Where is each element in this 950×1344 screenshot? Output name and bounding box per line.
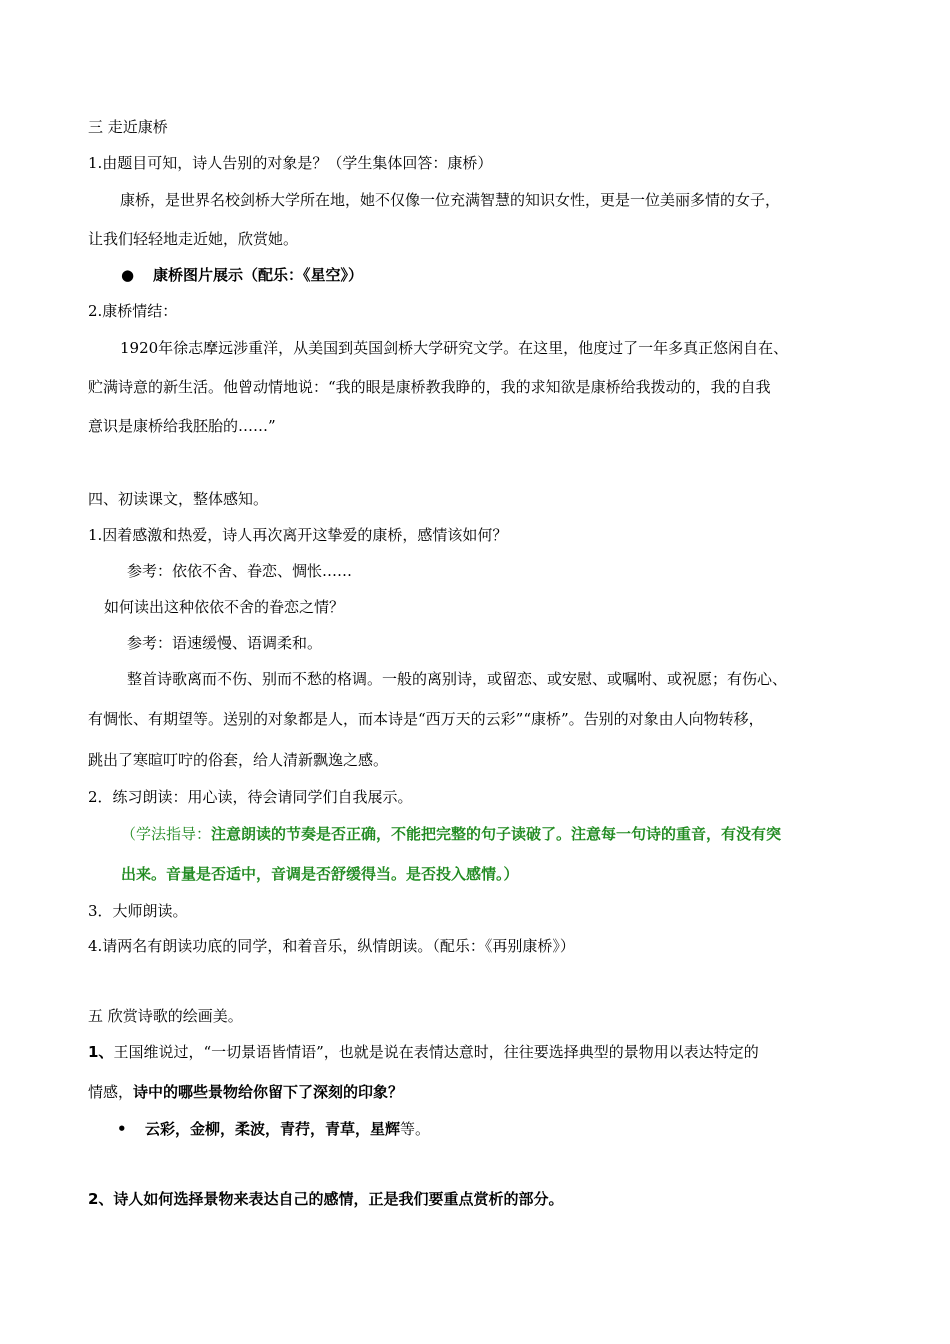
bullet-icon: • [117, 1120, 127, 1138]
bullet-icon: ● [121, 266, 135, 284]
question: 如何读出这种依依不舍的眷恋之情？ [104, 598, 345, 616]
bullet-item [145, 1119, 430, 1139]
reference-answer: 参考：依依不舍、眷恋、惆怅…… [127, 562, 353, 580]
paragraph-line: 1920年徐志摩远涉重洋，从美国到英国剑桥大学研究文学。在这里，他度过了一年多真正悠闲自在、 [120, 339, 789, 357]
section-heading-3: 三 走近康桥 [88, 118, 168, 136]
question-1: 1.由题目可知，诗人告别的对象是？（学生集体回答：康桥） [88, 154, 493, 172]
paragraph-line: 让我们轻轻地走近她，欣赏她。 [88, 230, 299, 248]
method-guide-text: 注意朗读的节奏是否正确，不能把完整的句子读破了。注意每一句诗的重音，有没有突 [211, 825, 782, 843]
question-number: 1、 [88, 1043, 114, 1061]
paragraph-line: 整首诗歌离而不伤、别而不愁的格调。一般的离别诗，或留恋、或安慰、或嘱咐、或祝愿；有伤心、 [127, 670, 788, 688]
method-guide-line [121, 824, 781, 844]
question-1-line [88, 1042, 759, 1062]
reference-answer: 参考：语速缓慢、语调柔和。 [127, 634, 323, 652]
question-text: 王国维说过，“一切景语皆情语”，也就是说在表情达意时，往往要选择典型的景物用以表达特定的 [113, 1043, 759, 1061]
question-2: 2．练习朗读：用心读，待会请同学们自我展示。 [88, 788, 413, 806]
scenery-list-suffix: 等。 [400, 1120, 431, 1138]
paragraph-line: 意识是康桥给我胚胎的……” [88, 417, 276, 435]
scenery-list: 云彩，金柳，柔波，青荇，青草，星辉 [145, 1120, 401, 1138]
question-4: 4.请两名有朗读功底的同学，和着音乐，纵情朗读。（配乐：《再别康桥》） [88, 937, 575, 955]
question-1: 1.因着感激和热爱，诗人再次离开这挚爱的康桥，感情该如何？ [88, 526, 508, 544]
paragraph-line: 有惆怅、有期望等。送别的对象都是人，而本诗是“西万天的云彩”“康桥”。告别的对象由人向物转移， [88, 710, 764, 728]
question-2: 2.康桥情结： [88, 302, 178, 320]
paragraph-line: 跳出了寒暄叮咛的俗套，给人清新飘逸之感。 [88, 751, 389, 769]
bullet-item: 康桥图片展示（配乐：《星空》） [153, 266, 364, 284]
method-guide-label: （学法指导： [121, 825, 212, 843]
paragraph-line: 贮满诗意的新生活。他曾动情地说：“我的眼是康桥教我睁的，我的求知欲是康桥给我拨动的，我的自我 [88, 378, 771, 396]
question-1-line [88, 1082, 403, 1102]
method-guide-text: 出来。音量是否适中，音调是否舒缓得当。是否投入感情。） [121, 865, 519, 883]
question-text: 情感， [88, 1083, 134, 1101]
question-3: 3．大师朗读。 [88, 902, 188, 920]
question-text-bold: 诗中的哪些景物给你留下了深刻的印象？ [133, 1083, 404, 1101]
question-2: 2、诗人如何选择景物来表达自己的感情，正是我们要重点赏析的部分。 [88, 1190, 564, 1208]
section-heading-5: 五 欣赏诗歌的绘画美。 [88, 1007, 243, 1025]
section-heading-4: 四、初读课文，整体感知。 [88, 490, 269, 508]
paragraph-line: 康桥，是世界名校剑桥大学所在地，她不仅像一位充满智慧的知识女性，更是一位美丽多情的女子， [120, 191, 781, 209]
